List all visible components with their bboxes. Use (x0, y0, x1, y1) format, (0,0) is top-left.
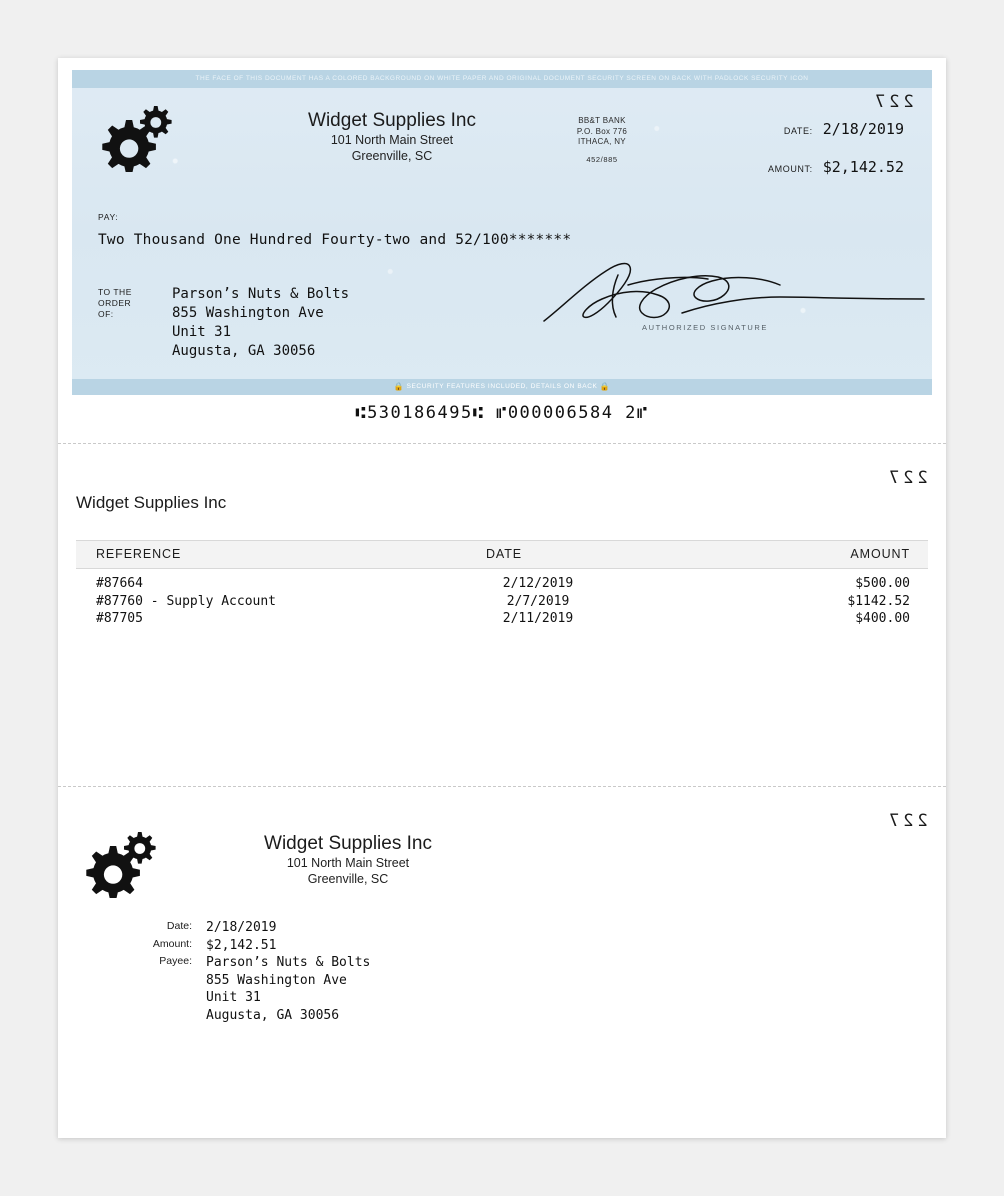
column-header-date: DATE (486, 547, 523, 561)
cell-amount: $1142.52 (847, 593, 910, 609)
check-date-row (735, 120, 904, 138)
micr-line: ⑆530186495⑆ ⑈000006584 2⑈ (355, 403, 649, 423)
check-payee-address3: Augusta, GA 30056 (172, 343, 316, 359)
stub2-date-label: Date: (166, 920, 192, 932)
check-amount-row (735, 158, 904, 176)
order-label-line1: TO THE (98, 287, 132, 297)
table-row (76, 611, 928, 629)
check-company-name: Widget Supplies Inc (308, 110, 476, 131)
check-payee-name: Parson’s Nuts & Bolts (172, 286, 350, 302)
stub2-company-name: Widget Supplies Inc (264, 833, 432, 854)
check-security-bottom-text: SECURITY FEATURES INCLUDED, DETAILS ON BACK (406, 383, 598, 390)
bank-name: BB&T BANK (578, 116, 626, 125)
stub2-payee-address1: 855 Washington Ave (206, 972, 347, 988)
perforation-line-1 (58, 443, 946, 444)
column-header-amount: AMOUNT (850, 547, 910, 561)
check-amount-in-words: Two Thousand One Hundred Fourty-two and 52/100******* (98, 232, 572, 248)
perforation-line-2 (58, 786, 946, 787)
order-label-line2: ORDER (98, 298, 132, 308)
table-row (76, 594, 928, 612)
padlock-icon-right: 🔒 (599, 382, 611, 391)
stub2-payee-address2: Unit 31 (206, 990, 261, 1005)
check-date-value: 2/18/2019 (822, 120, 904, 138)
check-amount-value: $2,142.52 (822, 158, 904, 176)
check-body (72, 70, 932, 395)
authorized-signature-label: AUTHORIZED SIGNATURE (642, 323, 769, 332)
check-pay-label: PAY: (98, 212, 119, 222)
stub2-date-value: 2/18/2019 (206, 920, 277, 935)
stub2-amount-row (76, 938, 576, 956)
cell-date: 2/12/2019 (502, 576, 574, 591)
bank-po-box: P.O. Box 776 (576, 126, 628, 136)
check-payee-address2: Unit 31 (172, 324, 232, 340)
stub2-date-row (76, 920, 576, 938)
check-payee-block (172, 285, 349, 361)
check-security-top-banner: THE FACE OF THIS DOCUMENT HAS A COLORED BACKGROUND ON WHITE PAPER AND ORIGINAL DOCUMENT SECURITY SCREEN ON BACK WITH PADLOCK SECURITY ICON (72, 70, 932, 88)
column-header-reference: REFERENCE (96, 547, 182, 561)
cell-reference: #87664 (96, 576, 143, 591)
gears-logo-icon (102, 102, 180, 172)
order-label-line3: OF: (98, 309, 114, 319)
bank-city: ITHACA, NY (578, 137, 626, 146)
bank-routing-fraction: 452/885 (586, 154, 618, 164)
stub1-company-name: Widget Supplies Inc (76, 493, 227, 512)
check-security-bottom-banner (72, 379, 932, 395)
padlock-icon-left: 🔒 (393, 382, 405, 391)
stub2-payee-address3: Augusta, GA 30056 (206, 1007, 340, 1023)
stub2-payee-address-row-1 (76, 973, 576, 991)
check-number: 227 (871, 92, 914, 112)
check-company-block (257, 110, 527, 164)
stub1-check-number: 227 (885, 468, 928, 488)
stub2-detail-fields (76, 920, 576, 1025)
stub2-payee-row (76, 955, 576, 973)
check-date-label: DATE: (783, 126, 813, 136)
stub1-table-header (76, 540, 928, 569)
stub1-table-rows (76, 576, 928, 629)
stub2-company-block (213, 833, 483, 887)
check-sheet (58, 58, 946, 1138)
check-amount-label: AMOUNT: (768, 164, 813, 174)
check-company-address-line2: Greenville, SC (351, 149, 433, 163)
stub2-payee-label: Payee: (159, 955, 192, 967)
bank-block (537, 116, 667, 165)
cell-reference: #87705 (96, 611, 143, 626)
cell-date: 2/7/2019 (506, 593, 570, 609)
stub2-check-number: 227 (885, 811, 928, 831)
check-pay-to-order-label (98, 287, 132, 320)
cell-amount: $500.00 (855, 576, 910, 591)
stub2-payee-name: Parson’s Nuts & Bolts (206, 955, 371, 970)
stub2-company-address-line1: 101 North Main Street (286, 856, 410, 870)
cell-amount: $400.00 (855, 611, 910, 626)
check-company-address-line1: 101 North Main Street (330, 133, 454, 147)
stub2-company-address-line2: Greenville, SC (307, 872, 389, 886)
cell-reference: #87760 - Supply Account (96, 593, 277, 609)
stub2-payee-address-row-3 (76, 1008, 576, 1026)
stub2-amount-value: $2,142.51 (206, 937, 277, 953)
table-row (76, 576, 928, 594)
stub2-payee-address-row-2 (76, 990, 576, 1008)
cell-date: 2/11/2019 (502, 611, 574, 626)
check-payee-address1: 855 Washington Ave (172, 305, 324, 321)
gears-logo-icon-stub2 (86, 828, 164, 898)
signature-area (532, 255, 932, 345)
stub2-amount-label: Amount: (152, 937, 192, 950)
